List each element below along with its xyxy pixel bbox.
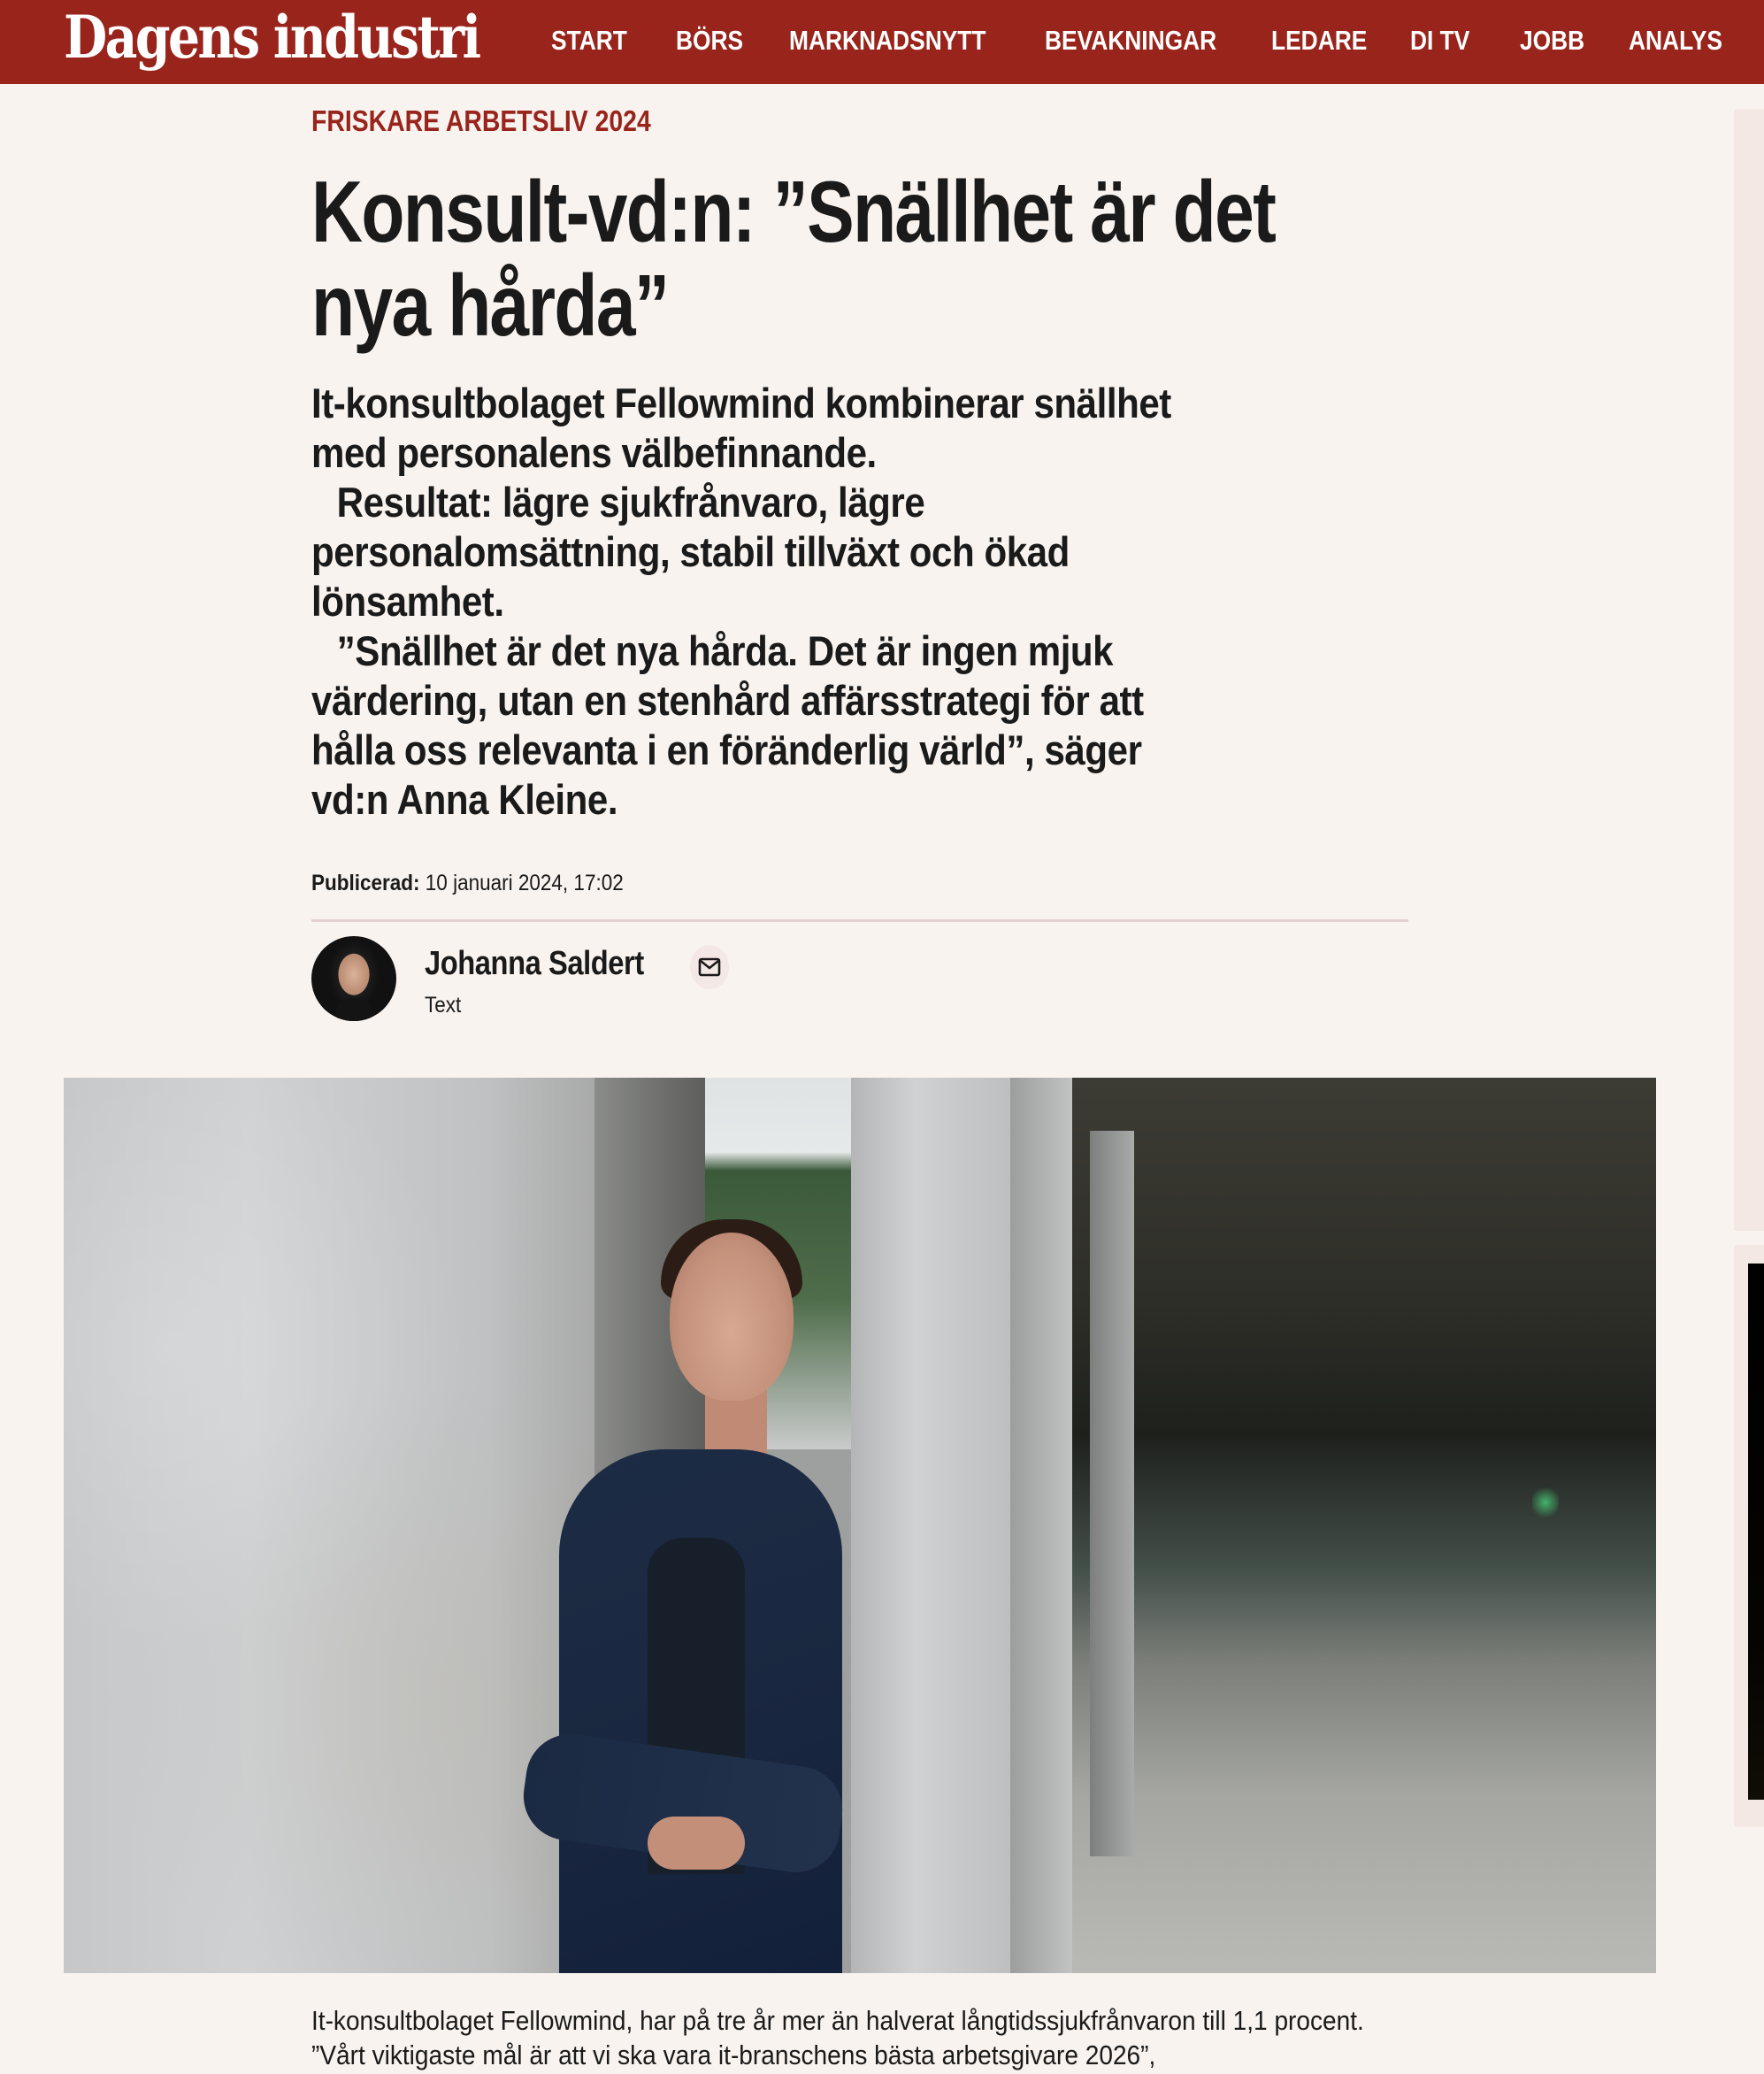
author-name[interactable]: Johanna Saldert [425, 945, 644, 982]
lead-paragraph: Resultat: lägre sjukfrånvaro, lägre personalomsättning, stabil tillväxt och ökad lönsamhet. [311, 479, 1070, 625]
site-logo[interactable]: Dagens industri [64, 3, 479, 72]
sidebar-ad-media[interactable] [1748, 1264, 1764, 1800]
hero-image[interactable] [64, 1078, 1656, 1973]
article-body-paragraph: It-konsultbolaget Fellowmind, har på tre år mer än halverat långtidssjukfrånvaron till 1,1 procent. ”Vårt viktigaste mål är att vi ska vara it-branschens bästa arbetsgivare 2026”, [311, 2005, 1364, 2070]
article-headline: Konsult-vd:n: ”Snällhet är det nya hårda” [311, 163, 1276, 354]
article-lead [311, 379, 1198, 825]
published-label: Publicerad: [311, 871, 420, 895]
lead-paragraph: It-konsultbolaget Fellowmind kombinerar snällhet med personalens välbefinnande. [311, 380, 1171, 476]
nav-item-bors[interactable]: BÖRS [676, 25, 744, 56]
photo-concrete-pillar [64, 1078, 594, 1973]
nav-item-bevakningar[interactable]: BEVAKNINGAR [1045, 25, 1217, 56]
published-value: 10 januari 2024, 17:02 [425, 871, 624, 895]
divider [311, 919, 1408, 922]
author-avatar[interactable] [311, 936, 396, 1021]
nav-item-start[interactable]: START [551, 25, 627, 56]
photo-green-sign [1532, 1485, 1559, 1520]
published-date [311, 871, 624, 896]
nav-item-jobb[interactable]: JOBB [1520, 25, 1585, 56]
article-section-kicker[interactable]: FRISKARE ARBETSLIV 2024 [311, 104, 651, 137]
sidebar-ad-panel[interactable] [1734, 109, 1764, 1231]
photo-subject-face [670, 1233, 794, 1401]
sidebar-ad-panel-2[interactable] [1734, 1245, 1764, 1827]
photo-corridor-pillar [1090, 1131, 1134, 1856]
lead-paragraph: ”Snällhet är det nya hårda. Det är ingen mjuk värdering, utan en stenhård affärsstrategi för att hålla oss relevanta i en föränderlig värld”, säger vd:n Anna Kleine. [311, 627, 1144, 823]
mail-icon [698, 957, 721, 977]
photo-corridor-pillar [1010, 1078, 1072, 1973]
nav-item-ledare[interactable]: LEDARE [1271, 25, 1368, 56]
author-role: Text [425, 993, 462, 1018]
top-navigation-bar [0, 0, 1764, 84]
nav-item-di-tv[interactable]: DI TV [1410, 25, 1470, 56]
author-byline [311, 936, 1019, 1025]
photo-subject-hand [648, 1817, 745, 1870]
nav-item-marknadsnytt[interactable]: MARKNADSNYTT [789, 25, 986, 56]
photo-second-pillar [851, 1078, 1010, 1973]
email-author-button[interactable] [690, 945, 729, 989]
nav-item-analys[interactable]: ANALYS [1629, 25, 1722, 56]
